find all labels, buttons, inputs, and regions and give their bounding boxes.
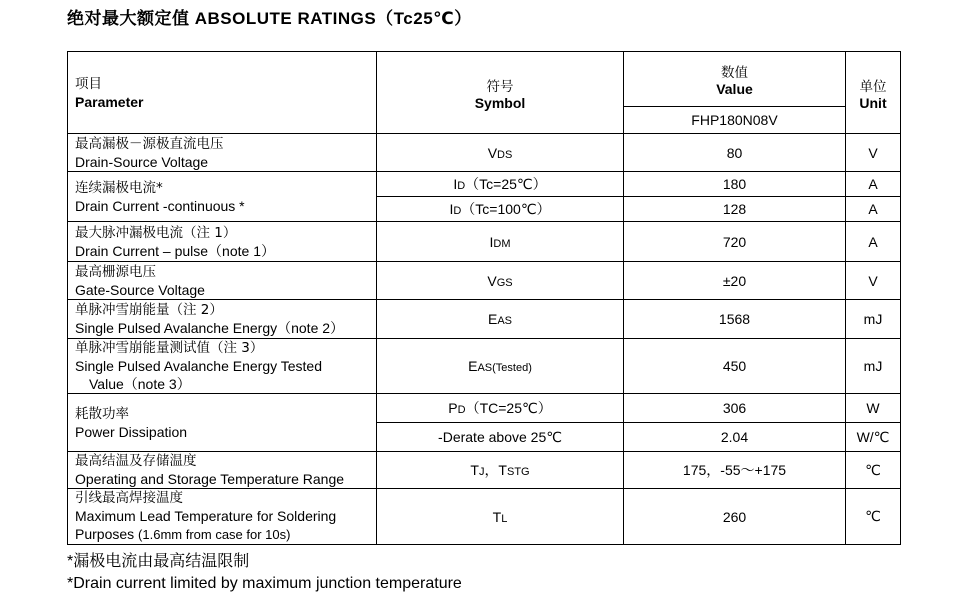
ratings-table [67,51,901,545]
table-row: 耗散功率 Power Dissipation PD（TC=25℃） 306 W [68,394,901,423]
table-row: 最高栅源电压 Gate-Source Voltage VGS ±20 V [68,262,901,300]
footnote-zh: *漏极电流由最高结温限制 [67,553,250,570]
table-row: 最大脉冲漏极电流（注 1） Drain Current – pulse（note 1） IDM 720 A [68,222,901,262]
table-row: 连续漏极电流* Drain Current -continuous * ID（Tc=25℃） 180 A [68,172,901,197]
table-row: 引线最高焊接温度 Maximum Lead Temperature for Soldering Purposes (1.6mm from case for 10s) TL 260 ℃ [68,489,901,545]
table-row: -Derate above 25℃ 2.04 W/℃ [68,423,901,452]
footnote-en: *Drain current limited by maximum junction temperature [67,575,462,592]
page-title: 绝对最大额定值 ABSOLUTE RATINGS（Tc25℃） [67,9,472,28]
header-symbol: 符号 Symbol [377,52,624,134]
header-part-number: FHP180N08V [624,107,846,134]
table-row: 单脉冲雪崩能量（注 2） Single Pulsed Avalanche Energy（note 2） EAS 1568 mJ [68,300,901,339]
header-unit: 单位 Unit [846,52,901,134]
table-row: 单脉冲雪崩能量测试值（注 3） Single Pulsed Avalanche Energy Tested Value（note 3） EAS(Tested) 450 mJ [68,339,901,394]
table-row: ID（Tc=100℃） 128 A [68,197,901,222]
header-parameter: 项目 Parameter [68,52,377,134]
header-value: 数值 Value [624,52,846,107]
table-row: 最高漏极－源极直流电压 Drain-Source Voltage VDS 80 V [68,134,901,172]
table-row: 最高结温及存储温度 Operating and Storage Temperature Range TJ，TSTG 175，-55～+175 ℃ [68,452,901,489]
